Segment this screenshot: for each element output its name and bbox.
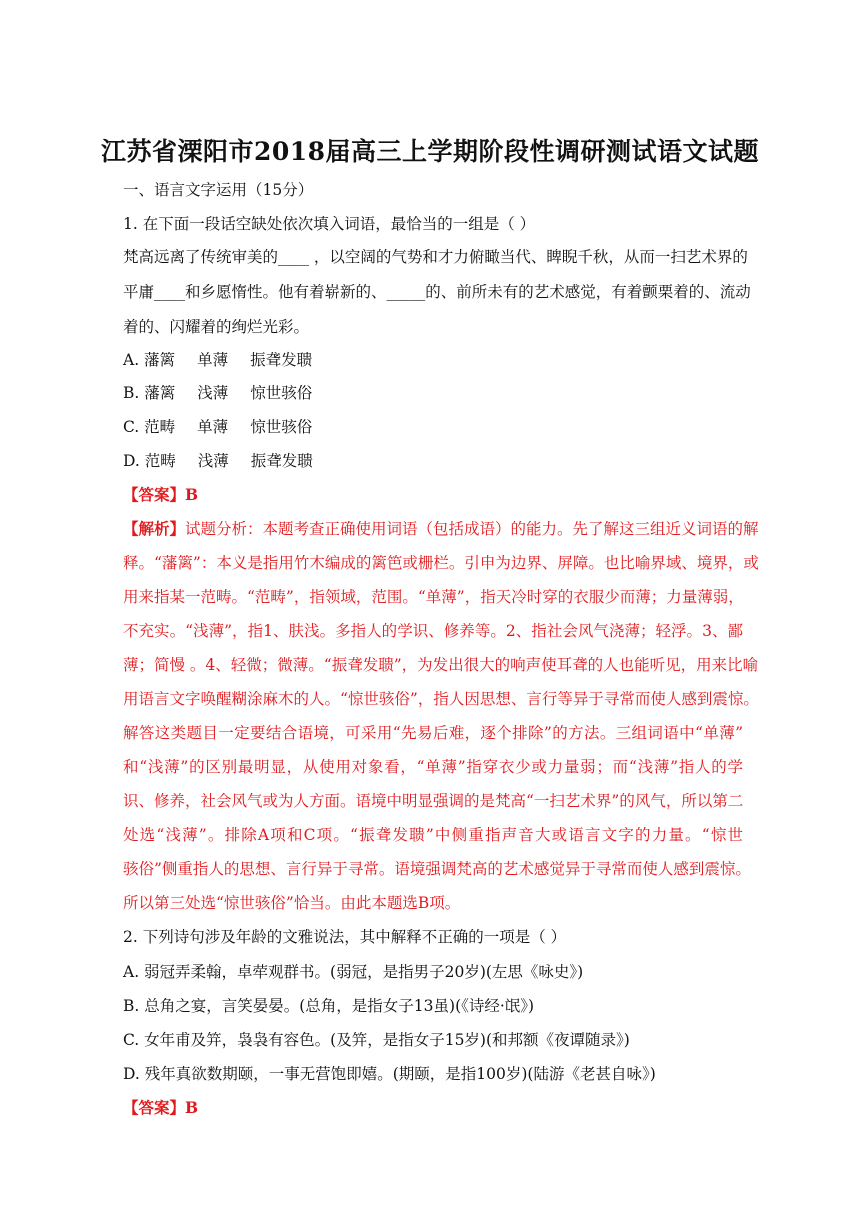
q1-analysis-line: 处选“浅薄”。排除A项和C项。“振聋发聩”中侧重指声音大或语言文字的力量。“惊世 [123, 826, 743, 844]
q1-analysis-line: 和“浅薄”的区别最明显，从使用对象看，“单薄”指穿衣少或力量弱；而“浅薄”指人的学 [123, 758, 743, 776]
q2-option-a: A. 弱冠弄柔翰，卓荦观群书。(弱冠，是指男子20岁)(左思《咏史》) [123, 963, 584, 981]
q2-stem: 2. 下列诗句涉及年龄的文雅说法，其中解释不正确的一项是（ ） [123, 928, 567, 946]
q1-stem: 1. 在下面一段话空缺处依次填入词语，最恰当的一组是（ ） [123, 215, 536, 233]
q1-analysis-line: 薄；简慢 。4、轻微；微薄。“振聋发聩”，为发出很大的响声使耳聋的人也能听见，用来比喻 [123, 656, 759, 674]
q1-analysis-line: 【解析】试题分析：本题考查正确使用词语（包括成语）的能力。先了解这三组近义词语的解 [123, 519, 759, 538]
q1-analysis-line: 用语言文字唤醒糊涂麻木的人。“惊世骇俗”，指人因思想、言行等异于寻常而使人感到震惊。 [123, 690, 759, 708]
q1-option-a: A. 藩篱 单薄 振聋发聩 [123, 351, 313, 369]
q2-option-d: D. 残年真欲数期颐，一事无营饱即嬉。(期颐，是指100岁)(陆游《老甚自咏》) [123, 1065, 656, 1083]
q1-passage-line: 着的、闪耀着的绚烂光彩。 [123, 318, 310, 336]
q1-option-b: B. 藩篱 浅薄 惊世骇俗 [123, 384, 313, 402]
q2-option-b: B. 总角之宴，言笑晏晏。(总角，是指女子13虽)(《诗经·氓》) [123, 997, 535, 1015]
page-title: 江苏省溧阳市2018届高三上学期阶段性调研测试语文试题 [100, 137, 760, 166]
q1-analysis-line: 不充实。“浅薄”，指1、肤浅。多指人的学识、修养等。2、指社会风气浇薄；轻浮。3、鄙 [123, 622, 743, 640]
q1-analysis-line: 释。“藩篱”：本义是指用竹木编成的篱笆或栅栏。引申为边界、屏障。也比喻界域、境界，或 [123, 554, 759, 572]
section-heading: 一、语言文字运用（15分） [123, 181, 314, 199]
q1-analysis-line: 用来指某一范畴。“范畴”，指领域，范围。“单薄”，指天冷时穿的衣服少而薄；力量薄弱， [123, 588, 744, 606]
q1-analysis-line: 骇俗”侧重指人的思想、言行异于寻常。语境强调梵高的艺术感觉异于寻常而使人感到震惊。 [123, 860, 751, 878]
q1-passage-line: 梵高远离了传统审美的____ ，以空阔的气势和才力俯瞰当代、睥睨千秋，从而一扫艺术界的 [123, 248, 748, 266]
q1-answer: 【答案】B [123, 485, 199, 504]
q1-analysis-line: 识、修养，社会风气或为人方面。语境中明显强调的是梵高“一扫艺术界”的风气，所以第二 [123, 792, 744, 810]
q1-option-c: C. 范畴 单薄 惊世骇俗 [123, 418, 313, 436]
q1-passage-line: 平庸____和乡愿惰性。他有着崭新的、_____的、前所未有的艺术感觉，有着颤栗着的、流动 [123, 283, 751, 301]
q2-answer: 【答案】B [123, 1098, 199, 1117]
q1-analysis-line: 解答这类题目一定要结合语境，可采用“先易后难，逐个排除”的方法。三组词语中“单薄” [123, 724, 743, 742]
q1-option-d: D. 范畴 浅薄 振聋发聩 [123, 452, 313, 470]
q2-option-c: C. 女年甫及笄，袅袅有容色。(及笄，是指女子15岁)(和邦额《夜谭随录》) [123, 1031, 630, 1049]
q1-analysis-line: 所以第三处选“惊世骇俗”恰当。由此本题选B项。 [123, 894, 461, 912]
